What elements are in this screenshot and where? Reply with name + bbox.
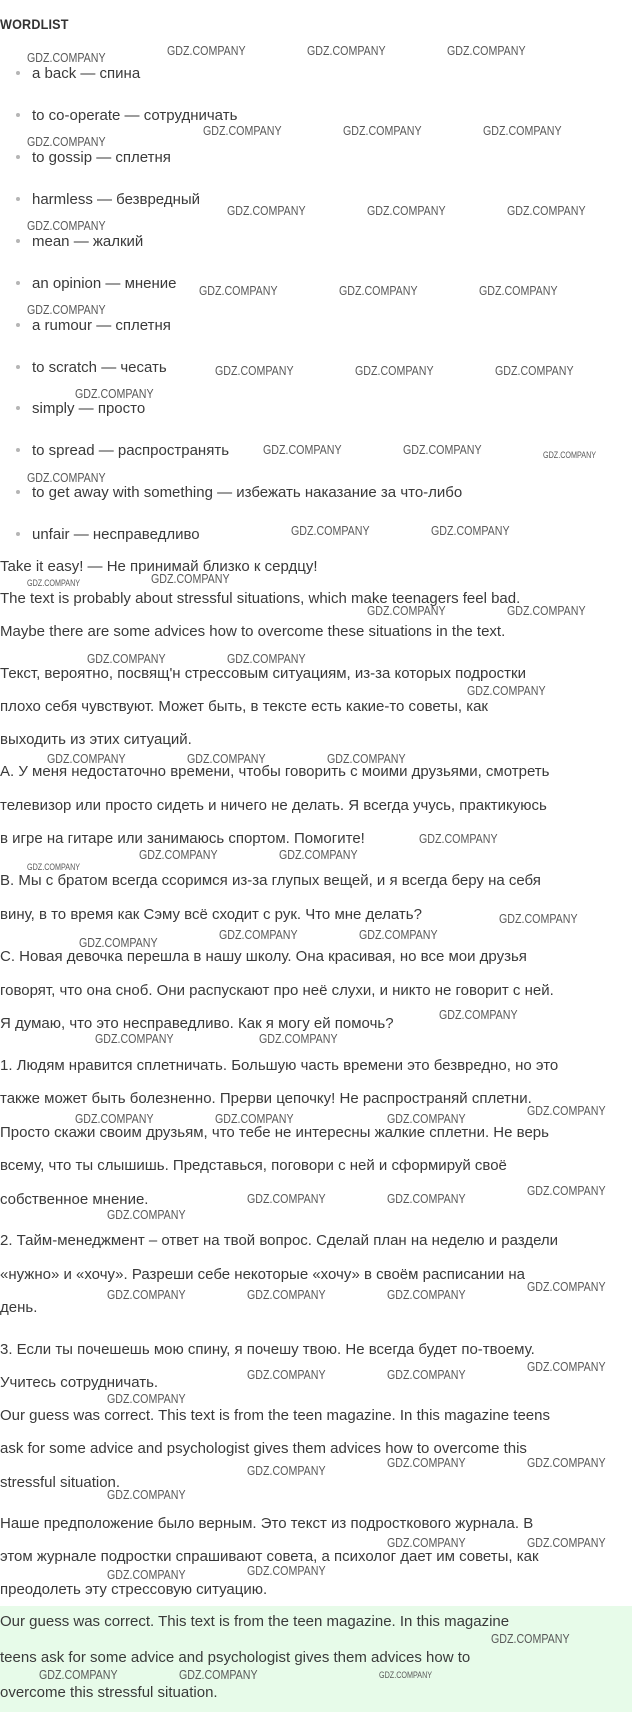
watermark: GDZ.COMPANY (39, 1667, 118, 1682)
paragraph-line: телевизор или просто сидеть и ничего не делать. Я всегда учусь, практикуюсь (0, 797, 547, 814)
watermark: GDZ.COMPANY (199, 283, 278, 298)
paragraph-line: Текст, вероятно, посвящ'н стрессовым ситуациям, из-за которых подростки (0, 665, 526, 682)
bullet-icon (16, 197, 20, 201)
list-item (16, 63, 140, 85)
bullet-icon (16, 323, 20, 327)
paragraph-line: C. Новая девочка перешла в нашу школу. Она красивая, но все мои друзья (0, 948, 527, 965)
watermark: GDZ.COMPANY (419, 831, 498, 846)
watermark: GDZ.COMPANY (107, 1287, 186, 1302)
watermark: GDZ.COMPANY (139, 847, 218, 862)
list-item (16, 273, 177, 295)
watermark: GDZ.COMPANY (527, 1535, 606, 1550)
list-item-text: harmless — безвредный (32, 191, 201, 208)
paragraph-line: Maybe there are some advices how to overcome these situations in the text. (0, 623, 506, 640)
paragraph-line: в игре на гитаре или занимаюсь спортом. Помогите! (0, 830, 365, 847)
list-item-text: mean — жалкий (32, 233, 144, 250)
watermark: GDZ.COMPANY (219, 927, 298, 942)
list-item (16, 231, 143, 253)
watermark: GDZ.COMPANY (247, 1563, 326, 1578)
watermark: GDZ.COMPANY (247, 1367, 326, 1382)
highlighted-line: overcome this stressful situation. (0, 1684, 218, 1701)
watermark: GDZ.COMPANY (387, 1367, 466, 1382)
paragraph-line: плохо себя чувствуют. Может быть, в тексте есть какие-то советы, как (0, 698, 488, 715)
paragraph-line: Просто скажи своим друзьям, что тебе не интересны жалкие сплетни. Не верь (0, 1124, 549, 1141)
watermark: GDZ.COMPANY (95, 1031, 174, 1046)
watermark: GDZ.COMPANY (107, 1391, 186, 1406)
paragraph-line: Наше предположение было верным. Это текст из подросткового журнала. В (0, 1515, 534, 1532)
watermark: GDZ.COMPANY (387, 1111, 466, 1126)
highlighted-line: Our guess was correct. This text is from the teen magazine. In this magazine (0, 1613, 510, 1630)
watermark: GDZ.COMPANY (387, 1287, 466, 1302)
watermark: GDZ.COMPANY (279, 847, 358, 862)
watermark: GDZ.COMPANY (507, 203, 586, 218)
watermark: GDZ.COMPANY (79, 935, 158, 950)
watermark: GDZ.COMPANY (359, 927, 438, 942)
paragraph-line: A. У меня недостаточно времени, чтобы говорить с моими друзьями, смотреть (0, 763, 550, 780)
watermark: GDZ.COMPANY (327, 751, 406, 766)
list-item (16, 440, 229, 462)
list-item (16, 315, 171, 337)
paragraph-line: 2. Тайм-менеджмент – ответ на твой вопрос. Сделай план на неделю и раздели (0, 1232, 559, 1249)
watermark: GDZ.COMPANY (227, 651, 306, 666)
watermark: GDZ.COMPANY (343, 123, 422, 138)
watermark: GDZ.COMPANY (439, 1007, 518, 1022)
watermark: GDZ.COMPANY (403, 442, 482, 457)
bullet-icon (16, 365, 20, 369)
watermark: GDZ.COMPANY (543, 450, 597, 460)
paragraph-line: B. Мы с братом всегда ссоримся из-за глупых вещей, и я всегда беру на себя (0, 872, 541, 889)
paragraph-line: The text is probably about stressful situations, which make teenagers feel bad. (0, 590, 521, 607)
list-item-text: a back — спина (32, 65, 141, 82)
list-item (16, 189, 200, 211)
paragraph-line: говорят, что она сноб. Они распускают про неё слухи, и никто не говорит с ней. (0, 982, 554, 999)
bullet-icon (16, 448, 20, 452)
list-item-text: to get away with something — избежать наказание за что-либо (32, 484, 463, 501)
watermark: GDZ.COMPANY (387, 1455, 466, 1470)
paragraph-line: 1. Людям нравится сплетничать. Большую часть времени это безвредно, но это (0, 1057, 559, 1074)
watermark: GDZ.COMPANY (507, 603, 586, 618)
paragraph-line: вину, в то время как Сэму всё сходит с рук. Что мне делать? (0, 906, 422, 923)
list-item-text: unfair — несправедливо (32, 526, 200, 543)
bullet-icon (16, 532, 20, 536)
paragraph-line: 3. Если ты почешешь мою спину, я почешу твою. Не всегда будет по-твоему. (0, 1341, 535, 1358)
watermark: GDZ.COMPANY (467, 683, 546, 698)
watermark: GDZ.COMPANY (179, 1667, 258, 1682)
watermark: GDZ.COMPANY (107, 1487, 186, 1502)
watermark: GDZ.COMPANY (355, 363, 434, 378)
watermark: GDZ.COMPANY (527, 1103, 606, 1118)
list-item (16, 105, 237, 127)
watermark: GDZ.COMPANY (215, 1111, 294, 1126)
watermark: GDZ.COMPANY (27, 578, 81, 588)
watermark: GDZ.COMPANY (495, 363, 574, 378)
watermark: GDZ.COMPANY (187, 751, 266, 766)
list-item (16, 147, 171, 169)
list-item-text: a rumour — сплетня (32, 317, 171, 334)
paragraph-line: Take it easy! — Не принимай близко к сердцу! (0, 558, 318, 575)
watermark: GDZ.COMPANY (483, 123, 562, 138)
watermark: GDZ.COMPANY (27, 134, 106, 149)
paragraph-line: собственное мнение. (0, 1191, 149, 1208)
paragraph-line: «нужно» и «хочу». Разреши себе некоторые «хочу» в своём расписании на (0, 1266, 525, 1283)
watermark: GDZ.COMPANY (47, 751, 126, 766)
watermark: GDZ.COMPANY (527, 1279, 606, 1294)
list-item-text: simply — просто (32, 400, 146, 417)
watermark: GDZ.COMPANY (291, 523, 370, 538)
watermark: GDZ.COMPANY (247, 1463, 326, 1478)
highlighted-line: teens ask for some advice and psychologist gives them advices how to (0, 1649, 471, 1666)
watermark: GDZ.COMPANY (27, 302, 106, 317)
paragraph-line: также может быть болезненно. Прерви цепочку! Не распространяй сплетни. (0, 1090, 532, 1107)
bullet-icon (16, 71, 20, 75)
watermark: GDZ.COMPANY (27, 50, 106, 65)
list-item-text: to gossip — сплетня (32, 149, 171, 166)
list-item (16, 398, 145, 420)
list-item-text: an opinion — мнение (32, 275, 177, 292)
watermark: GDZ.COMPANY (107, 1567, 186, 1582)
watermark: GDZ.COMPANY (527, 1183, 606, 1198)
bullet-icon (16, 490, 20, 494)
watermark: GDZ.COMPANY (75, 386, 154, 401)
paragraph-line: Our guess was correct. This text is from the teen magazine. In this magazine teens (0, 1407, 550, 1424)
paragraph-line: всему, что ты слышишь. Представься, поговори с ней и сформируй своё (0, 1157, 507, 1174)
watermark: GDZ.COMPANY (107, 1207, 186, 1222)
paragraph-line: этом журнале подростки спрашивают совета, а психолог дает им советы, как (0, 1548, 539, 1565)
list-item-text: to spread — распространять (32, 442, 230, 459)
highlighted-answer (0, 1606, 632, 1712)
paragraph-line: Учитесь сотрудничать. (0, 1374, 159, 1391)
watermark: GDZ.COMPANY (387, 1535, 466, 1550)
watermark: GDZ.COMPANY (215, 363, 294, 378)
wordlist-heading: WORDLIST (0, 16, 69, 32)
bullet-icon (16, 239, 20, 243)
paragraph-line: выходить из этих ситуаций. (0, 731, 192, 748)
watermark: GDZ.COMPANY (387, 1191, 466, 1206)
watermark: GDZ.COMPANY (247, 1191, 326, 1206)
bullet-icon (16, 281, 20, 285)
watermark: GDZ.COMPANY (247, 1287, 326, 1302)
watermark: GDZ.COMPANY (167, 43, 246, 58)
paragraph-line: stressful situation. (0, 1474, 121, 1491)
watermark: GDZ.COMPANY (479, 283, 558, 298)
watermark: GDZ.COMPANY (491, 1631, 570, 1646)
watermark: GDZ.COMPANY (203, 123, 282, 138)
bullet-icon (16, 113, 20, 117)
watermark: GDZ.COMPANY (307, 43, 386, 58)
list-item (16, 482, 462, 504)
paragraph-line: день. (0, 1299, 38, 1316)
watermark: GDZ.COMPANY (27, 470, 106, 485)
watermark: GDZ.COMPANY (27, 218, 106, 233)
watermark: GDZ.COMPANY (431, 523, 510, 538)
list-item-text: to co-operate — сотрудничать (32, 107, 238, 124)
bullet-icon (16, 155, 20, 159)
watermark: GDZ.COMPANY (379, 1670, 433, 1680)
list-item (16, 524, 200, 546)
watermark: GDZ.COMPANY (87, 651, 166, 666)
paragraph-line: ask for some advice and psychologist gives them advices how to overcome this (0, 1440, 527, 1457)
watermark: GDZ.COMPANY (499, 911, 578, 926)
watermark: GDZ.COMPANY (259, 1031, 338, 1046)
paragraph-line: преодолеть эту стрессовую ситуацию. (0, 1581, 268, 1598)
watermark: GDZ.COMPANY (367, 203, 446, 218)
bullet-icon (16, 406, 20, 410)
watermark: GDZ.COMPANY (151, 571, 230, 586)
watermark: GDZ.COMPANY (527, 1359, 606, 1374)
watermark: GDZ.COMPANY (367, 603, 446, 618)
paragraph-line: Я думаю, что это несправедливо. Как я могу ей помочь? (0, 1015, 394, 1032)
watermark: GDZ.COMPANY (527, 1455, 606, 1470)
watermark: GDZ.COMPANY (447, 43, 526, 58)
watermark: GDZ.COMPANY (263, 442, 342, 457)
watermark: GDZ.COMPANY (227, 203, 306, 218)
watermark: GDZ.COMPANY (27, 862, 81, 872)
list-item-text: to scratch — чесать (32, 359, 167, 376)
list-item (16, 357, 167, 379)
watermark: GDZ.COMPANY (75, 1111, 154, 1126)
watermark: GDZ.COMPANY (339, 283, 418, 298)
